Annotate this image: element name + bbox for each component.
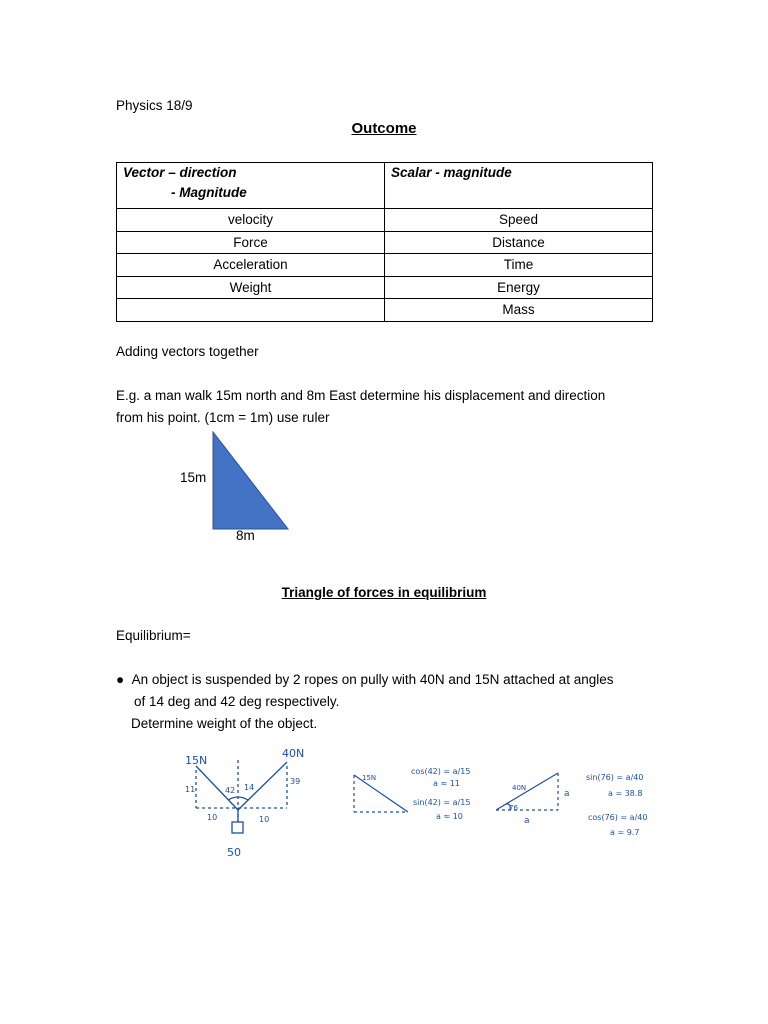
left-vertical-label: 11 bbox=[185, 785, 196, 794]
triangle-base-label: 8m bbox=[236, 528, 255, 543]
scalar-cell: Distance bbox=[385, 231, 653, 254]
right-cos-line-1: cos(76) = a/40 bbox=[588, 813, 648, 822]
example-line-2: from his point. (1cm = 1m) use ruler bbox=[116, 410, 330, 425]
right-base-a: a bbox=[524, 816, 530, 826]
example-line-1: E.g. a man walk 15m north and 8m East determine his displacement and direction bbox=[116, 388, 606, 403]
mid-sin-line-1: sin(42) = a/15 bbox=[413, 798, 471, 807]
bullet-line-3: Determine weight of the object. bbox=[131, 716, 318, 731]
page-title: Outcome bbox=[351, 120, 417, 137]
bullet-dot: ● bbox=[116, 672, 132, 687]
vector-subheader: - Magnitude bbox=[171, 185, 247, 200]
page-header: Physics 18/9 bbox=[116, 98, 193, 113]
triangle-side-label: 15m bbox=[180, 470, 207, 485]
bullet-line-1: An object is suspended by 2 ropes on pully with 40N and 15N attached at angles bbox=[131, 672, 614, 687]
bullet-line-2: of 14 deg and 42 deg respectively. bbox=[134, 694, 340, 709]
equilibrium-label: Equilibrium= bbox=[116, 628, 191, 643]
forty-newton-triangle bbox=[496, 773, 558, 810]
mid-cos-line-1: cos(42) = a/15 bbox=[411, 767, 471, 776]
right-angle-label: 76 bbox=[509, 804, 518, 812]
mid-sin-line-2: a ≈ 10 bbox=[436, 812, 463, 821]
vector-cell: Force bbox=[117, 231, 385, 254]
mid-triangle-label: 15N bbox=[362, 774, 377, 782]
right-triangle-label: 40N bbox=[512, 784, 527, 792]
angle-left-label: 42 bbox=[225, 786, 236, 795]
right-cos-line-2: a = 9.7 bbox=[610, 828, 640, 837]
right-vertical-label: 39 bbox=[290, 777, 301, 786]
right-horizontal-label: 10 bbox=[259, 815, 270, 824]
right-sin-line-1: sin(76) = a/40 bbox=[586, 773, 644, 782]
adding-vectors-heading: Adding vectors together bbox=[116, 344, 259, 359]
right-force-label: 40N bbox=[282, 747, 305, 760]
scalar-cell: Time bbox=[385, 254, 653, 277]
bullet-item bbox=[116, 672, 613, 687]
right-side-a: a bbox=[564, 789, 570, 799]
mid-cos-line-2: a ≈ 11 bbox=[433, 779, 460, 788]
left-force-label: 15N bbox=[185, 754, 208, 767]
displacement-triangle bbox=[213, 432, 288, 529]
weight-label: 50 bbox=[227, 846, 241, 859]
angle-right-label: 14 bbox=[244, 783, 255, 792]
left-horizontal-label: 10 bbox=[207, 813, 218, 822]
scalar-header: Scalar - magnitude bbox=[391, 165, 512, 180]
vector-cell: velocity bbox=[117, 209, 385, 232]
scalar-cell: Mass bbox=[385, 299, 653, 322]
pulley-sketch bbox=[196, 760, 287, 833]
vector-cell: Acceleration bbox=[117, 254, 385, 277]
right-sin-line-2: a = 38.8 bbox=[608, 789, 643, 798]
scalar-cell: Speed bbox=[385, 209, 653, 232]
vector-cell: Weight bbox=[117, 276, 385, 299]
vector-header: Vector – direction bbox=[123, 165, 237, 180]
scalar-cell: Energy bbox=[385, 276, 653, 299]
section-title: Triangle of forces in equilibrium bbox=[281, 585, 487, 600]
